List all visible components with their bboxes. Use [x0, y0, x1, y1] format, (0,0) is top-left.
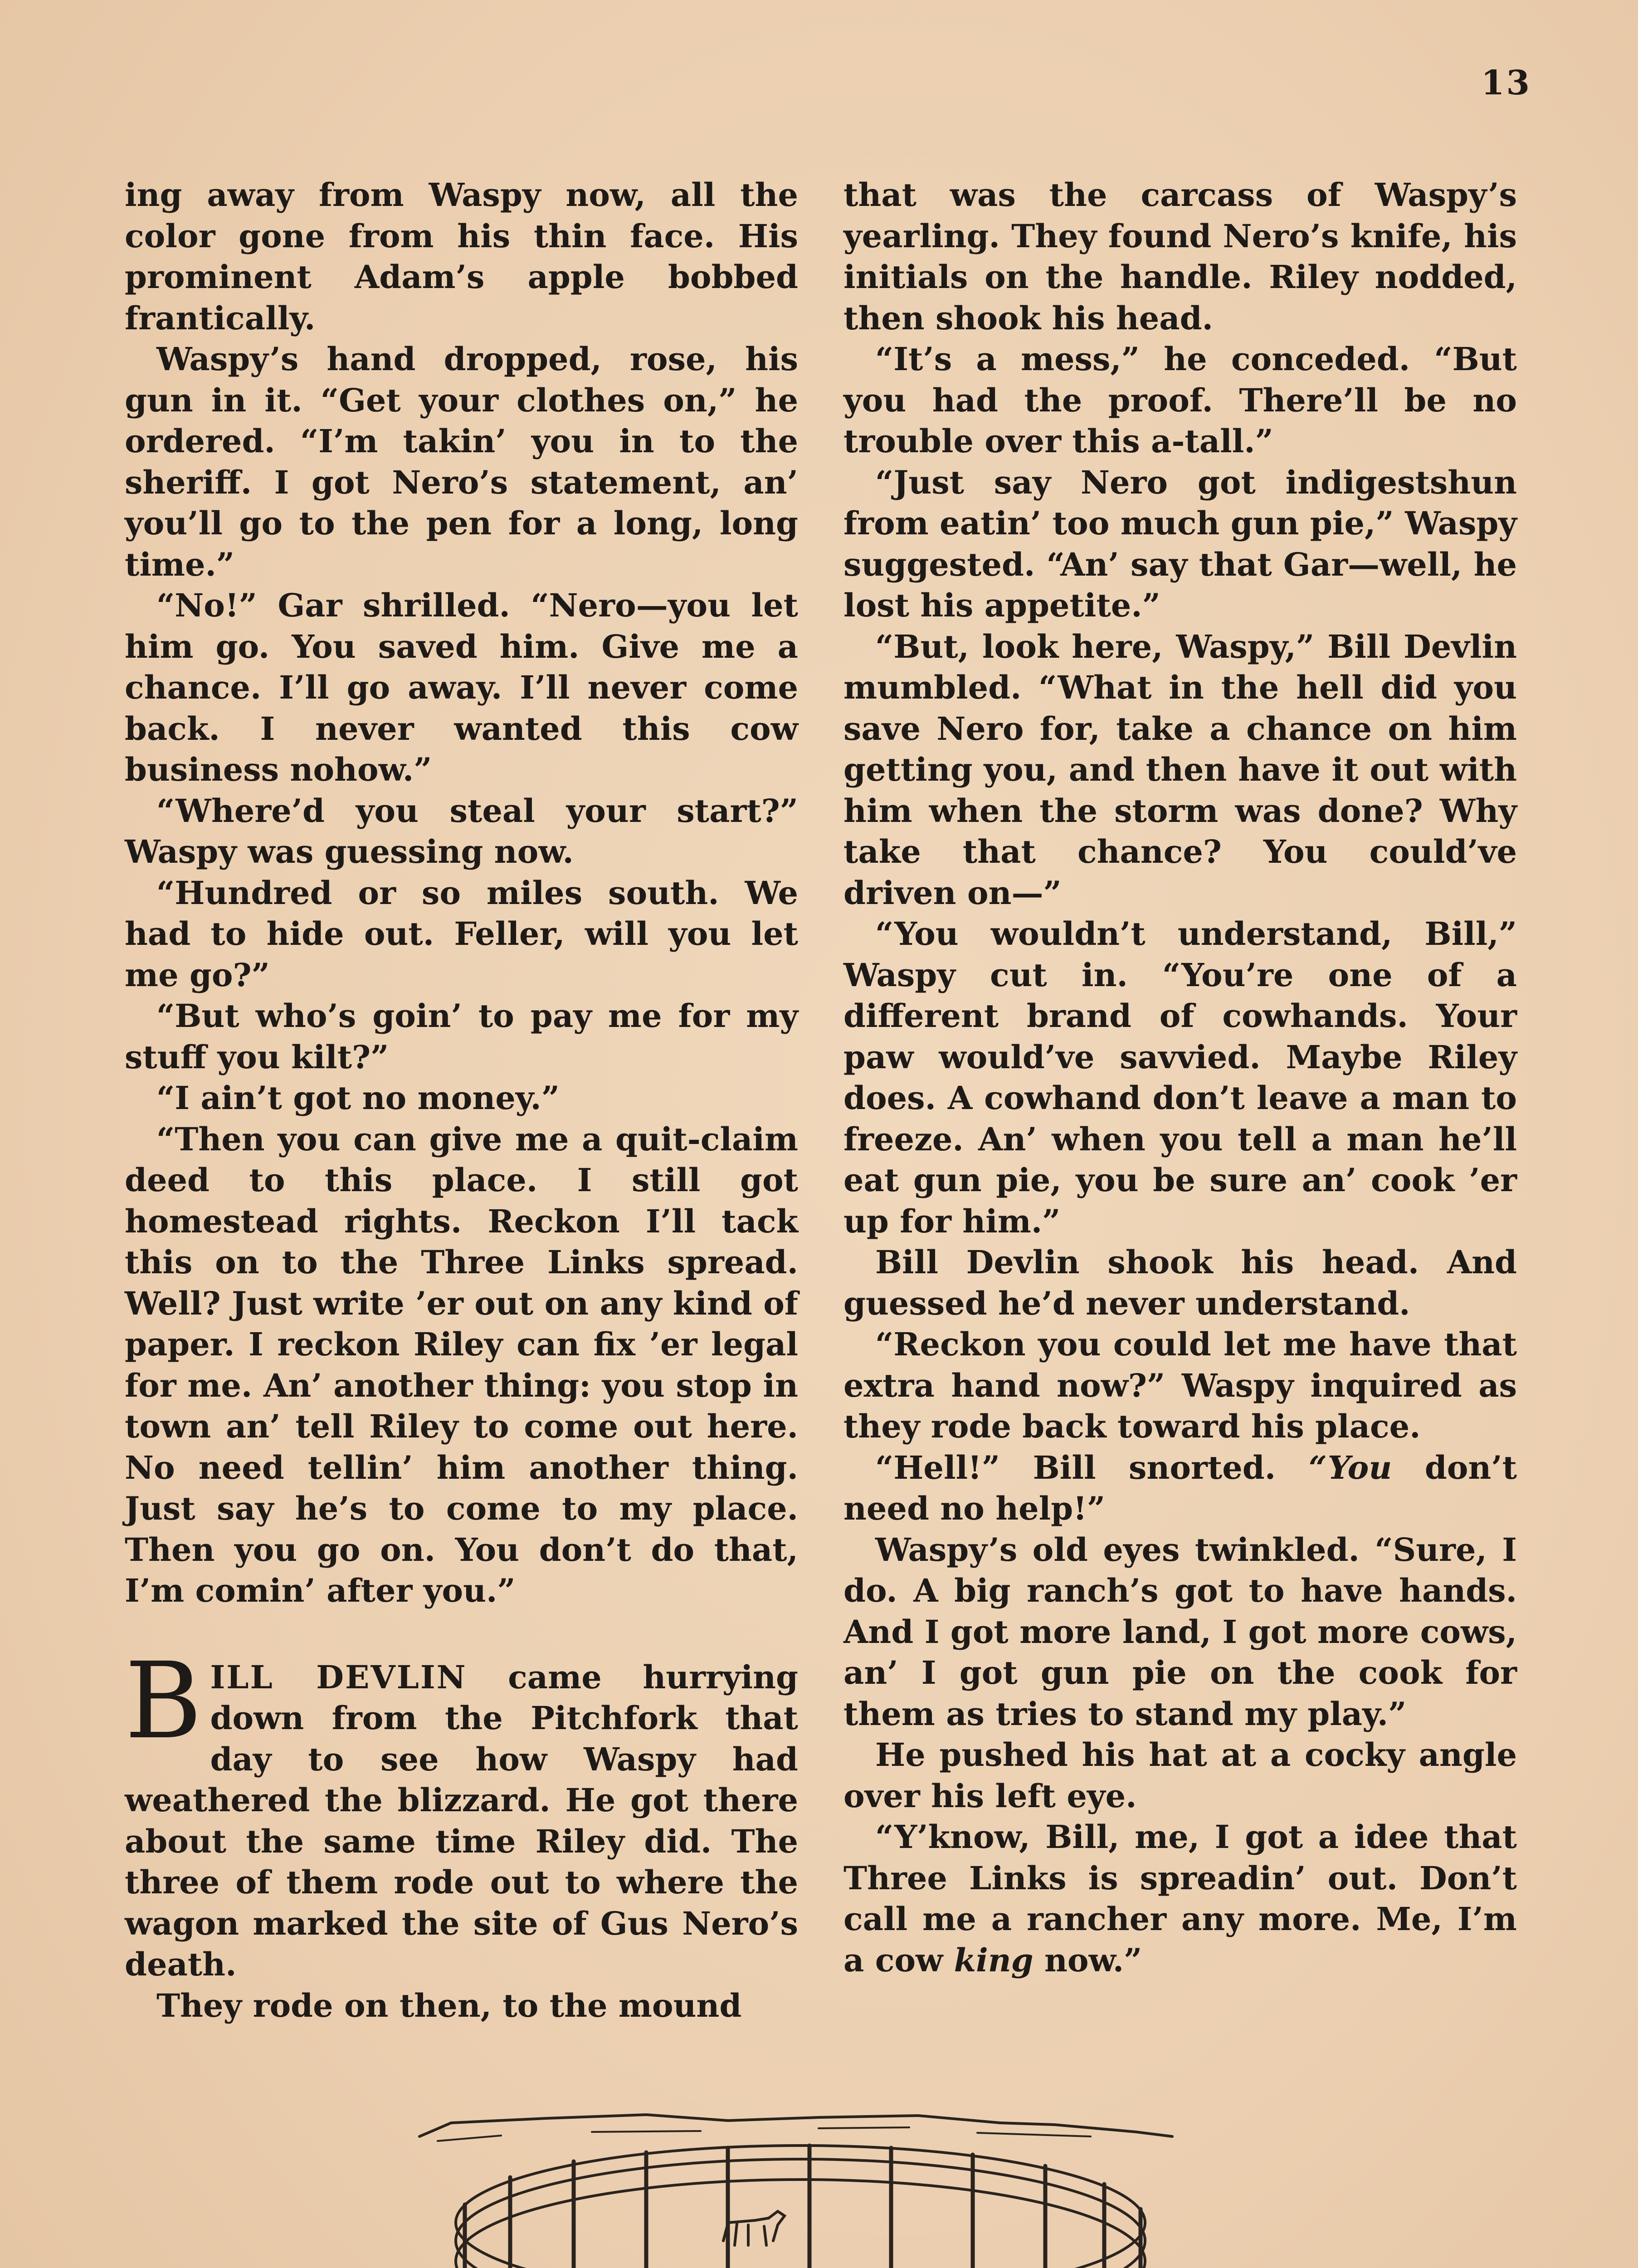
paragraph: “Reckon you could let me have that extra hand now?” Waspy inquired as they rode back toward his place.	[843, 1325, 1517, 1445]
fence-rail-top	[456, 2146, 1145, 2268]
paragraph: Bill Devlin shook his head. And guessed he’d never understand.	[843, 1243, 1517, 1322]
paragraph: He pushed his hat at a cocky angle over his left eye.	[843, 1736, 1517, 1815]
paragraph	[843, 1817, 1517, 1981]
paragraph: “It’s a mess,” he conceded. “But you had the proof. There’ll be no trouble over this a-tall.”	[843, 340, 1517, 460]
text-run: “Y’know, Bill, me, I got a idee that Three Links is spreadin’ out. Don’t call me a rancher any more. Me, I’m a cow	[843, 1818, 1517, 1979]
paragraph: “But, look here, Waspy,” Bill Devlin mumbled. “What in the hell did you save Nero for, take a chance on him getting you, and then have it out with him when the storm was done? Why take that chance? You could’ve driven on—”	[843, 627, 1517, 912]
paragraph: “Where’d you steal your start?” Waspy was guessing now.	[125, 792, 798, 870]
paragraph	[843, 1447, 1517, 1530]
mesa-outline	[419, 2115, 1172, 2136]
text-run: don’t need no help!”	[843, 1448, 1517, 1527]
horse	[723, 2211, 785, 2245]
right-column	[843, 175, 1517, 1981]
fence-rail-bottom	[456, 2180, 1145, 2268]
section-opening-paragraph	[125, 1639, 798, 1985]
paragraph: “No!” Gar shrilled. “Nero—you let him go. You saved him. Give me a chance. I’ll go away. I’ll never come back. I never wanted this cow business nohow.”	[125, 587, 798, 788]
paragraph: ing away from Waspy now, all the color gone from his thin face. His prominent Adam’s apple bobbed frantically.	[125, 176, 798, 337]
paragraph: “You wouldn’t understand, Bill,” Waspy cut in. “You’re one of a different brand of cowhands. Your paw would’ve savvied. Maybe Riley does. A cowhand don’t leave a man to freeze. An’ when you tell a man he’ll eat gun pie, you be sure an’ cook ’er up for him.”	[843, 915, 1517, 1240]
paragraph: “Hundred or so miles south. We had to hide out. Feller, will you let me go?”	[125, 874, 798, 994]
paragraph: Waspy’s hand dropped, rose, his gun in it. “Get your clothes on,” he ordered. “I’m takin’ you in to the sheriff. I got Nero’s statement, an’ you’ll go to the pen for a long, long time.”	[125, 340, 798, 583]
fence-rail-middle	[456, 2159, 1145, 2268]
emphasis: king	[954, 1941, 1034, 1979]
paragraph-text: came hurrying down from the Pitchfork that day to see how Waspy had weathered the blizzard. He got there about the same time Riley did. The three of them rode out to where the wagon marked the site of Gus Nero’s death.	[125, 1658, 798, 1983]
text-run: now.”	[1033, 1941, 1142, 1979]
left-column	[125, 175, 798, 2026]
small-caps-lead: ILL DEVLIN	[210, 1658, 467, 1696]
paragraph: “Just say Nero got indigestshun from eatin’ too much gun pie,” Waspy suggested. “An’ say that Gar—well, he lost his appetite.”	[843, 463, 1517, 624]
drop-cap: B	[125, 1639, 202, 1762]
paragraph: “I ain’t got no money.”	[156, 1079, 560, 1117]
fence-posts	[465, 2146, 1141, 2268]
text-run: “Hell!” Bill snorted.	[875, 1448, 1309, 1486]
paragraph: “But who’s goin’ to pay me for my stuff you kilt?”	[125, 997, 798, 1076]
paragraph: Waspy’s old eyes twinkled. “Sure, I do. A big ranch’s got to have hands. And I got more land, I got more cows, an’ I got gun pie on the cook for them as tries to stand my play.”	[843, 1530, 1517, 1733]
emphasis: “You	[1308, 1448, 1392, 1486]
page-number: 13	[1481, 64, 1531, 103]
corral-illustration	[410, 2105, 1181, 2268]
paragraph: that was the carcass of Waspy’s yearling. They found Nero’s knife, his initials on the handle. Riley nodded, then shook his head.	[843, 176, 1517, 337]
paragraph: They rode on then, to the mound	[156, 1986, 742, 2024]
paragraph: “Then you can give me a quit-claim deed to this place. I still got homestead rights. Reckon I’ll tack this on to the Three Links spread. Well? Just write ’er out on any kind of paper. I reckon Riley can fix ’er legal for me. An’ another thing: you stop in town an’ tell Riley to come out here. No need tellin’ him another thing. Just say he’s to come to my place. Then you go on. You don’t do that, I’m comin’ after you.”	[125, 1120, 798, 1609]
